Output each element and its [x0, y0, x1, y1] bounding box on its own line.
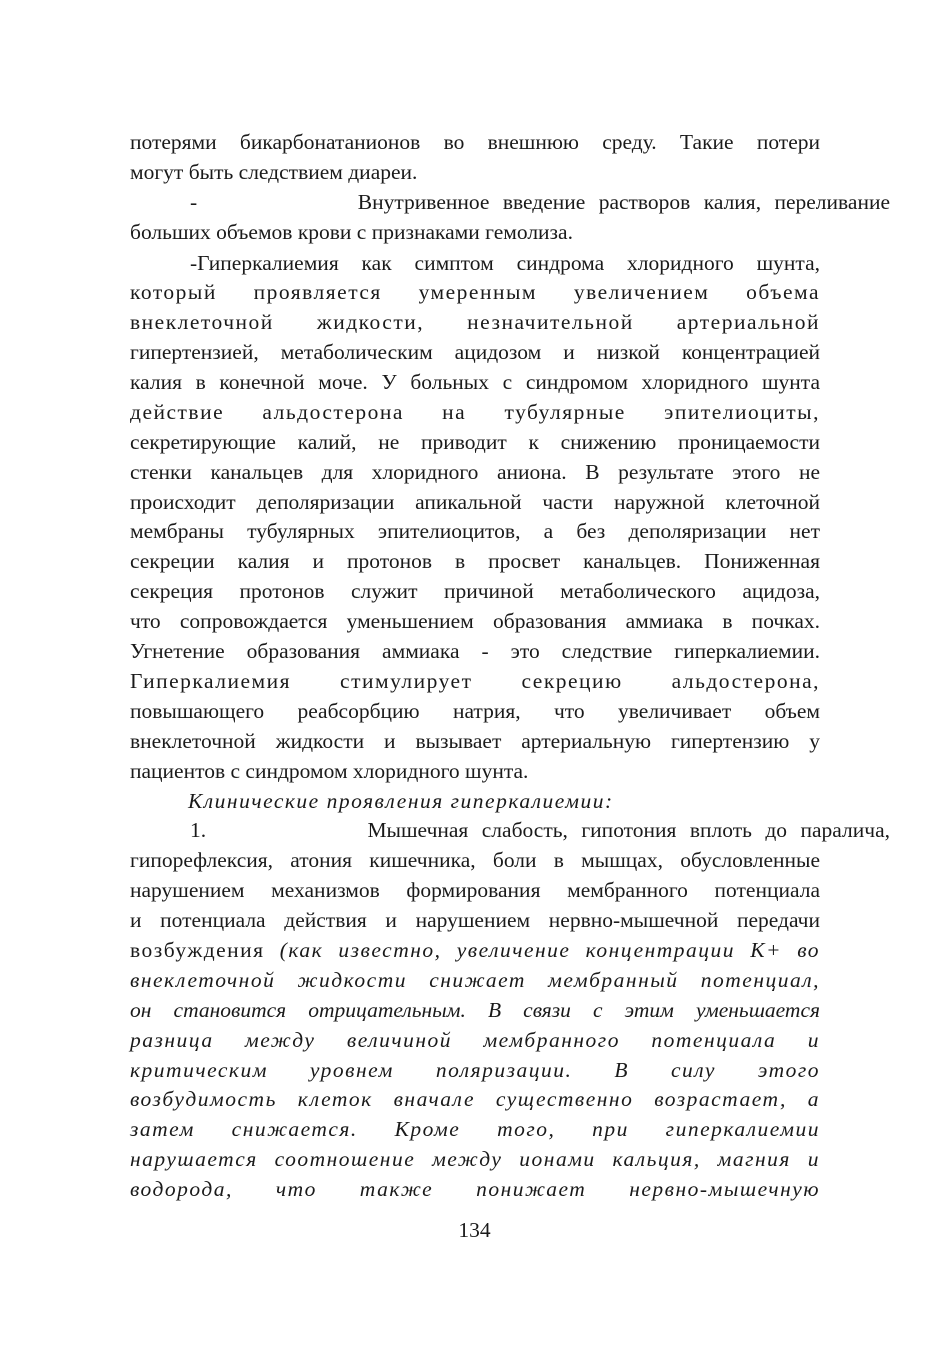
text-line-italic: критическим уровнем поляризации. В силу этого	[130, 1058, 820, 1082]
text-line: внеклеточной жидкости, незначительной артериальной	[130, 310, 820, 334]
paragraph-start: -Гиперкалиемия как симптом синдрома хлоридного шунта,	[190, 251, 820, 275]
text-line: внеклеточной жидкости и вызывает артериальную гипертензию у	[130, 729, 820, 753]
text-line: больших объемов крови с признаками гемолиза.	[130, 220, 573, 244]
text-line: что сопровождается уменьшением образования аммиака в почках.	[130, 609, 820, 633]
list-item-numbered: 1. Мышечная слабость, гипотония вплоть до паралича,	[190, 818, 890, 842]
text-line: Угнетение образования аммиака - это следствие гиперкалиемии.	[130, 639, 820, 663]
text-line-italic: нарушается соотношение между ионами кальция, магния и	[130, 1147, 820, 1171]
text-line: стенки канальцев для хлоридного аниона. В результате этого не	[130, 460, 820, 484]
text-line: секреция протонов служит причиной метаболического ацидоза,	[130, 579, 820, 603]
text-line: и потенциала действия и нарушением нервно-мышечной передачи	[130, 908, 820, 932]
text-line: мембраны тубулярных эпителиоцитов, а без деполяризации нет	[130, 519, 820, 543]
text-line: который проявляется умеренным увеличением объема	[130, 280, 820, 304]
text-line: потерями бикарбонатанионов во внешнюю среду. Такие потери	[130, 130, 820, 154]
text-line: секретирующие калий, не приводит к снижению проницаемости	[130, 430, 820, 454]
text-line: калия в конечной моче. У больных с синдромом хлоридного шунта	[130, 370, 820, 394]
text-line: Гиперкалиемия стимулирует секрецию альдостерона,	[130, 669, 820, 693]
text-line: действие альдостерона на тубулярные эпителиоциты,	[130, 400, 820, 424]
text-line: нарушением механизмов формирования мембранного потенциала	[130, 878, 820, 902]
text-line: гипертензией, метаболическим ацидозом и низкой концентрацией	[130, 340, 820, 364]
text-line: секреции калия и протонов в просвет канальцев. Пониженная	[130, 549, 820, 573]
text-line: происходит деполяризации апикальной части наружной клеточной	[130, 490, 820, 514]
text-line-italic: возбудимость клеток вначале существенно возрастает, а	[130, 1087, 820, 1111]
text-line-italic: водорода, что также понижает нервно-мышечную	[130, 1177, 820, 1201]
text-line-italic: внеклеточной жидкости снижает мембранный потенциал,	[130, 968, 820, 992]
text-line: гипорефлексия, атония кишечника, боли в мышцах, обусловленные	[130, 848, 820, 872]
text-line-italic: он становится отрицательным. В связи с этим уменьшается	[130, 998, 820, 1022]
text-line: пациентов с синдромом хлоридного шунта.	[130, 759, 529, 783]
text-line: могут быть следствием диареи.	[130, 160, 418, 184]
text-line: повышающего реабсорбцию натрия, что увеличивает объем	[130, 699, 820, 723]
text-line-mixed	[130, 935, 820, 965]
page-number: 134	[458, 1218, 491, 1242]
text-line-italic: разница между величиной мембранного потенциала и	[130, 1028, 820, 1052]
list-item-dash: - Внутривенное введение растворов калия, переливание	[190, 190, 890, 214]
text-segment: возбуждения	[130, 938, 265, 962]
text-line-italic: затем снижается. Кроме того, при гиперкалиемии	[130, 1117, 820, 1141]
section-heading: Клинические проявления гиперкалиемии:	[188, 789, 614, 813]
text-segment-italic: (как известно, увеличение концентрации К+ во	[264, 938, 820, 962]
